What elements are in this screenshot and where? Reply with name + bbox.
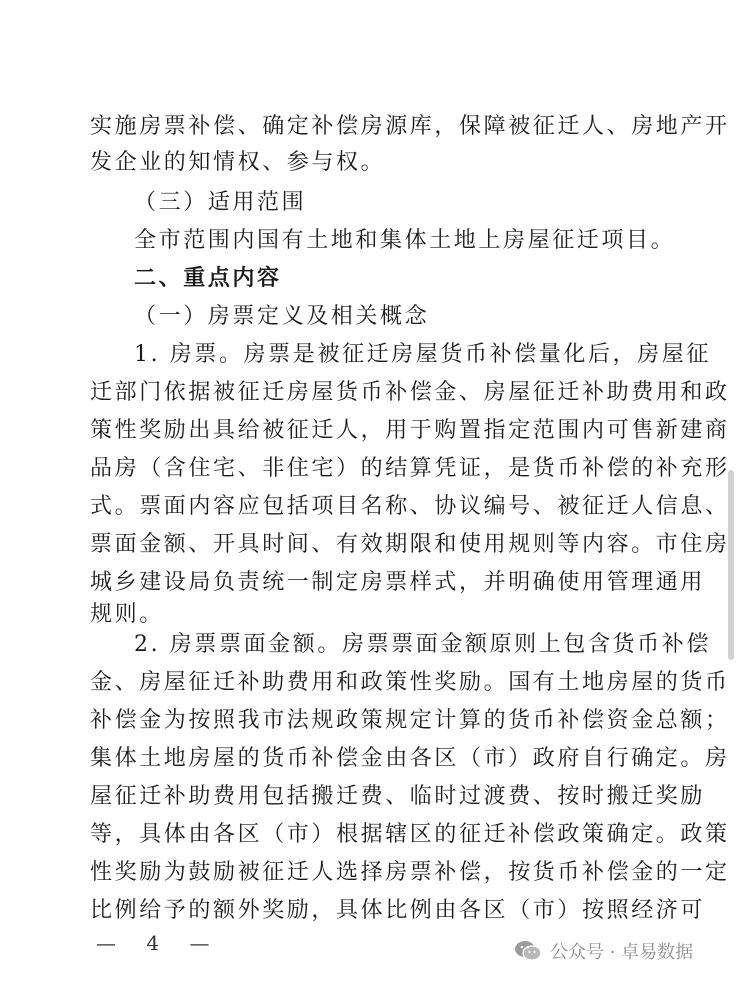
page-number: — 4 —	[96, 931, 222, 955]
paragraph-1-line-3: 策性奖励出具给被征迁人，用于购置指定范围内可售新建商	[90, 418, 730, 443]
paragraph-1-line-6: 票面金额、开具时间、有效期限和使用规则等内容。市住房	[90, 532, 730, 557]
text-line-2: 发企业的知情权、参与权。	[90, 150, 386, 175]
watermark-text: 公众号 · 卓易数据	[550, 942, 694, 963]
paragraph-1-line-1: 1. 房票。房票是被征迁房屋货币补偿量化后，房屋征	[134, 342, 711, 367]
paragraph-2-line-8: 比例给予的额外奖励，具体比例由各区（市）按照经济可	[90, 898, 706, 923]
text-line-scope: 全市范围内国有土地和集体土地上房屋征迁项目。	[134, 228, 676, 253]
paragraph-1-line-2: 迁部门依据被征迁房屋货币补偿金、房屋征迁补助费用和政	[90, 380, 730, 405]
paragraph-1-line-4: 品房（含住宅、非住宅）的结算凭证，是货币补偿的补充形	[90, 456, 730, 481]
paragraph-2-line-4: 集体土地房屋的货币补偿金由各区（市）政府自行确定。房	[90, 746, 730, 771]
subsection-heading-definition: （一）房票定义及相关概念	[134, 304, 430, 329]
paragraph-1-line-7: 城乡建设局负责统一制定房票样式，并明确使用管理通用	[90, 570, 706, 595]
section-heading-scope: （三）适用范围	[134, 190, 307, 215]
section-heading-key-content: 二、重点内容	[134, 266, 282, 291]
paragraph-2-line-7: 性奖励为鼓励被征迁人选择房票补偿，按货币补偿金的一定	[90, 860, 730, 885]
watermark	[514, 936, 693, 966]
wechat-icon	[514, 940, 542, 962]
paragraph-2-line-2: 金、房屋征迁补助费用和政策性奖励。国有土地房屋的货币	[90, 670, 730, 695]
paragraph-1-line-8: 规则。	[90, 602, 164, 627]
scrollbar[interactable]	[728, 470, 734, 660]
paragraph-1-line-5: 式。票面内容应包括项目名称、协议编号、被征迁人信息、	[90, 494, 730, 519]
paragraph-2-line-5: 屋征迁补助费用包括搬迁费、临时过渡费、按时搬迁奖励	[90, 784, 706, 809]
text-line-1: 实施房票补偿、确定补偿房源库，保障被征迁人、房地产开	[90, 114, 730, 139]
paragraph-2-line-1: 2. 房票票面金额。房票票面金额原则上包含货币补偿	[134, 632, 711, 657]
paragraph-2-line-6: 等，具体由各区（市）根据辖区的征迁补偿政策确定。政策	[90, 822, 730, 847]
paragraph-2-line-3: 补偿金为按照我市法规政策规定计算的货币补偿资金总额；	[90, 708, 730, 733]
